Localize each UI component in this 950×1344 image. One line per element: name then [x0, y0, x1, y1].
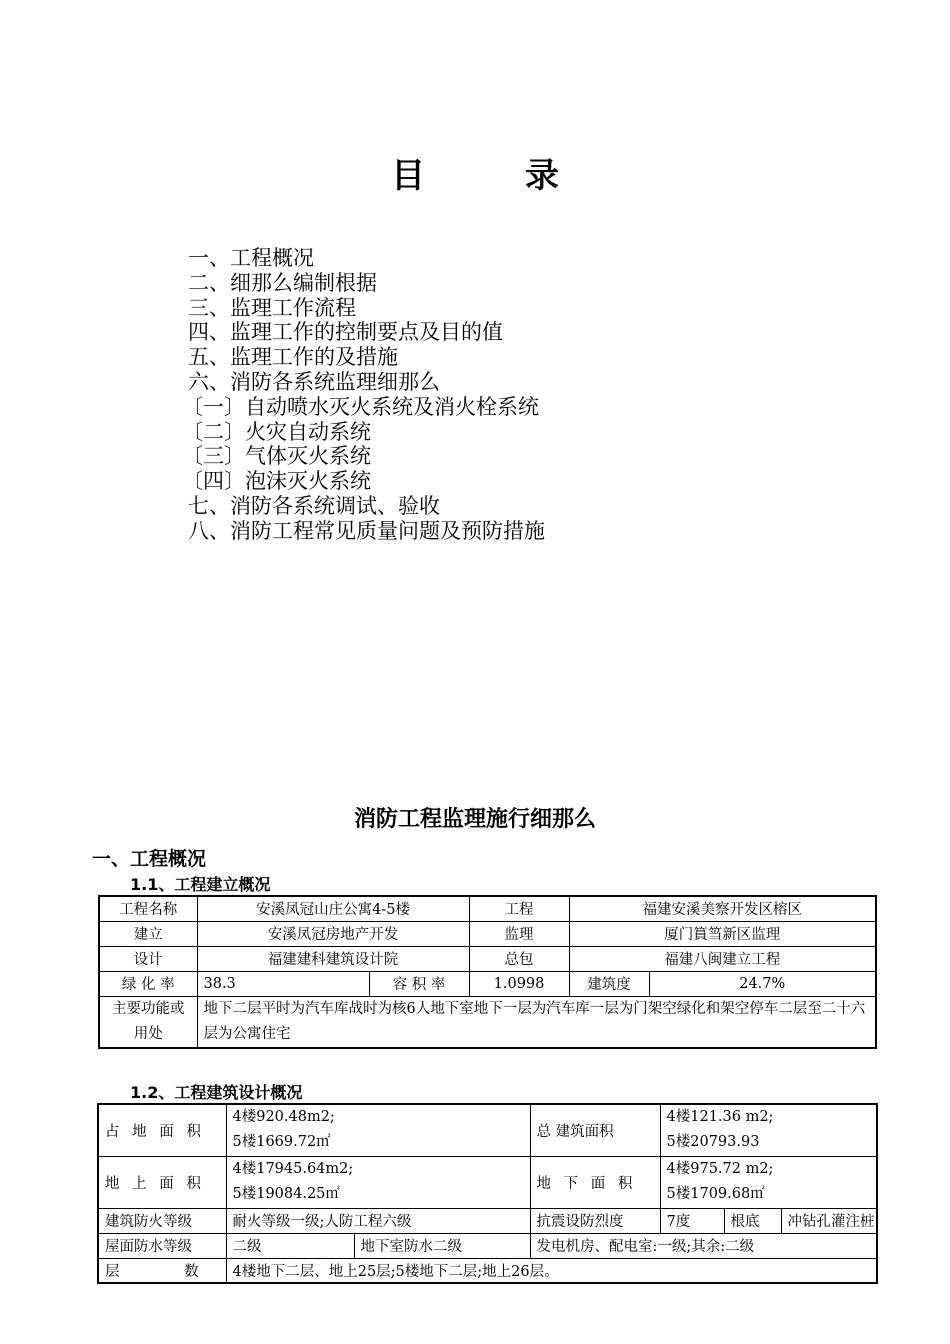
- toc-item: 六、消防各系统监理细那么: [188, 369, 440, 394]
- document-title: 消防工程监理施行细那么: [353, 807, 596, 832]
- table-cell: 安溪凤冠房地产开发: [197, 921, 469, 946]
- table-row: [98, 1104, 877, 1156]
- table-cell: 建立: [99, 921, 197, 946]
- toc-title: 目 录: [391, 156, 603, 196]
- table-cell: 容 积 率: [369, 971, 469, 996]
- cell-line: 5楼20793.93: [666, 1134, 760, 1151]
- table-cell: 抗震设防烈度: [530, 1208, 660, 1233]
- table-cell: 绿 化 率: [99, 971, 197, 996]
- table-cell: 地 上 面 积: [98, 1156, 226, 1208]
- table-row: [99, 971, 876, 996]
- table-cell: 24.7%: [649, 971, 876, 996]
- cell-line: 4楼975.72 m2;: [666, 1161, 774, 1177]
- building-design-table: [97, 1103, 878, 1284]
- table-cell: 层 数: [98, 1258, 226, 1283]
- table-cell: 7度: [660, 1208, 724, 1233]
- toc-item: 〔四〕泡沫灭火系统: [182, 469, 371, 494]
- subsection-heading: 1.1、工程建立概况: [130, 875, 271, 894]
- table-row: [99, 921, 876, 946]
- section-heading: 一、工程概况: [92, 848, 207, 870]
- table-cell: 根底: [724, 1208, 781, 1233]
- table-cell: 占 地 面 积: [98, 1104, 226, 1156]
- table-cell: 38.3: [197, 971, 369, 996]
- table-row: [98, 1258, 877, 1283]
- table-cell: 总包: [469, 946, 569, 971]
- toc-item: 五、监理工作的及措施: [188, 345, 398, 370]
- cell-line: 5楼19084.25㎡: [232, 1186, 340, 1202]
- cell-line: 4楼121.36 m2;: [666, 1109, 774, 1126]
- table-cell: 发电机房、配电室:一级;其余:二级: [530, 1233, 877, 1258]
- table-cell: 地下二层平时为汽车库战时为核6人地下室地下一层为汽车库一层为门架空绿化和架空停车二层至二十六层为公寓住宅: [197, 996, 876, 1048]
- table-cell: [660, 1104, 877, 1156]
- toc-item: 八、消防工程常见质量问题及预防措施: [188, 518, 545, 543]
- table-row: [99, 896, 876, 921]
- table-cell: 耐火等级一级;人防工程六级: [226, 1208, 530, 1233]
- table-cell: 地下室防水二级: [354, 1233, 530, 1258]
- toc-item: 七、消防各系统调试、验收: [188, 493, 440, 518]
- table-cell: 安溪凤冠山庄公寓4-5楼: [197, 896, 469, 921]
- cell-line: 4楼17945.64m2;: [232, 1161, 354, 1177]
- table-cell: 厦门篔筜新区监理: [569, 921, 876, 946]
- table-cell: 监理: [469, 921, 569, 946]
- cell-line: 5楼1669.72㎡: [232, 1134, 331, 1151]
- table-row: [99, 996, 876, 1048]
- table-row: [98, 1233, 877, 1258]
- toc-item: 〔二〕火灾自动系统: [182, 419, 371, 444]
- table-cell: [226, 1104, 530, 1156]
- project-overview-table: [98, 895, 877, 1049]
- toc-item: 二、细那么编制根据: [188, 270, 377, 295]
- cell-line: 5楼1709.68㎡: [666, 1186, 765, 1202]
- subsection-heading: 1.2、工程建筑设计概况: [130, 1083, 303, 1102]
- toc-item: 〔三〕气体灭火系统: [182, 444, 371, 469]
- table-row: [98, 1156, 877, 1208]
- table-cell: 冲钻孔灌注桩: [781, 1208, 877, 1233]
- toc-item: 一、工程概况: [188, 246, 314, 270]
- table-cell: 福建安溪美察开发区榕区: [569, 896, 876, 921]
- table-cell: 福建建科建筑设计院: [197, 946, 469, 971]
- table-row: [99, 946, 876, 971]
- table-cell: 建筑度: [569, 971, 649, 996]
- table-cell: 福建八闽建立工程: [569, 946, 876, 971]
- table-cell: 二级: [226, 1233, 354, 1258]
- toc-item: 三、监理工作流程: [188, 295, 356, 320]
- table-cell: [660, 1156, 877, 1208]
- table-cell: 设计: [99, 946, 197, 971]
- table-cell: 工程名称: [99, 896, 197, 921]
- toc-item: 〔一〕自动喷水灭火系统及消火栓系统: [182, 394, 539, 419]
- table-cell: 地 下 面 积: [530, 1156, 660, 1208]
- table-cell: 屋面防水等级: [98, 1233, 226, 1258]
- table-cell: 工程: [469, 896, 569, 921]
- table-cell: 建筑防火等级: [98, 1208, 226, 1233]
- table-cell: 总 建筑面积: [530, 1104, 660, 1156]
- table-cell: 4楼地下二层、地上25层;5楼地下二层;地上26层。: [226, 1258, 877, 1283]
- table-cell: 1.0998: [469, 971, 569, 996]
- table-cell: 主要功能或用处: [99, 996, 197, 1048]
- cell-line: 4楼920.48m2;: [232, 1109, 335, 1126]
- table-cell: [226, 1156, 530, 1208]
- table-row: [98, 1208, 877, 1233]
- toc-list: [182, 246, 545, 544]
- toc-item: 四、监理工作的控制要点及目的值: [188, 320, 503, 345]
